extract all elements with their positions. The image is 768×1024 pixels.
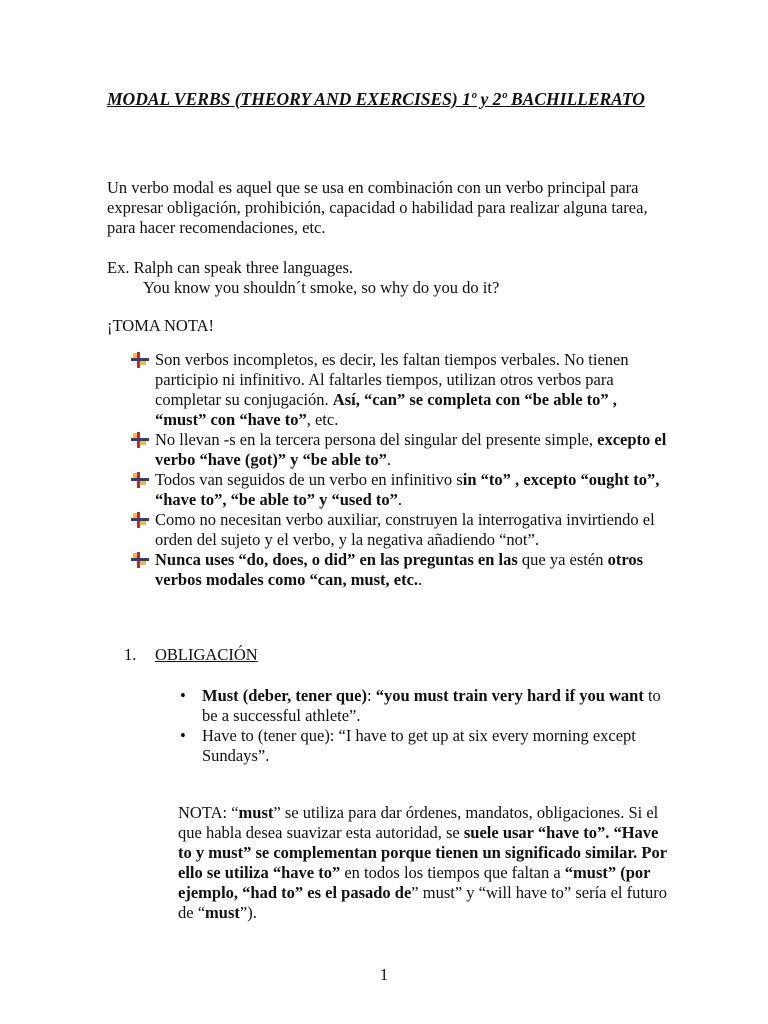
note-2-bold: excepto el verbo “have (got)” y “be able to”: [155, 430, 667, 469]
bullet-dot-icon: •: [180, 686, 186, 705]
list-item: [131, 430, 671, 470]
note-2-text: No llevan -s en la tercera persona del singular del presente simple,: [155, 430, 598, 449]
nota-text-2: ” se utiliza para dar órdenes, mandatos, obligaciones. Si el que habla desea suavizar esta autoridad, se: [178, 803, 659, 842]
nota-text-1: NOTA: “: [178, 803, 239, 822]
flag-bullet-icon: [131, 432, 149, 448]
note-4-text: Como no necesitan verbo auxiliar, construyen la interrogativa invirtiendo el orden del sujeto y el verbo, y la negativa añadiendo “not”: [155, 510, 655, 549]
page-title: MODAL VERBS (THEORY AND EXERCISES) 1º y 2º BACHILLERATO: [107, 89, 645, 109]
list-item: [131, 350, 671, 430]
intro-paragraph: Un verbo modal es aquel que se usa en combinación con un verbo principal para expresar obligación, prohibición, capacidad o habilidad para realizar alguna tarea, para hacer recomendaciones, etc.: [107, 178, 648, 237]
note-5-bold: Nunca uses “do, does, o did” en las preguntas en las: [155, 550, 518, 569]
examples-block: [107, 258, 667, 298]
bullet-1-text: :: [366, 686, 376, 705]
note-5-text: que ya estén: [517, 550, 608, 569]
toma-nota-heading: ¡TOMA NOTA!: [107, 316, 214, 335]
section-number: 1.: [124, 645, 137, 664]
note-3-end: .: [397, 490, 403, 509]
list-item: [178, 686, 668, 726]
note-4-end: .: [534, 530, 539, 549]
note-1-text: Son verbos incompletos, es decir, les faltan tiempos verbales. No tienen participio ni infinitivo. Al faltarles tiempos, utilizan otros verbos para completar su conjugación.: [155, 350, 629, 409]
note-3-text: Todos van seguidos de un verbo en infinitivo s: [155, 470, 463, 489]
note-5-end: .: [418, 570, 423, 589]
flag-bullet-icon: [131, 552, 149, 568]
note-1-end: , etc.: [306, 410, 339, 429]
flag-bullet-icon: [131, 352, 149, 368]
nota-text-4: ” must” y “will have to” sería el futuro de “: [178, 883, 667, 922]
nota-bold-1: must: [238, 803, 274, 822]
bullet-1-end: to be a successful athlete”.: [202, 686, 661, 725]
bullet-2-text: Have to (tener que): “I have to get up at six every morning except Sundays”.: [202, 726, 636, 765]
flag-bullet-icon: [131, 512, 149, 528]
nota-text-5: ”).: [239, 903, 257, 922]
bullet-1-bold: Must (deber, tener que): [202, 686, 367, 705]
nota-paragraph: [178, 803, 668, 923]
nota-bold-4: must: [205, 903, 240, 922]
nota-bold-3: “must” (por ejemplo, “had to” es el pasado de: [178, 863, 651, 902]
note-5-bold-2: otros verbos modales como “can, must, etc.: [155, 550, 644, 589]
note-1-bold: Así, “can” se completa con “be able to” , “must” con “have to”: [155, 390, 617, 429]
list-item: [131, 550, 671, 590]
modal-bullets-list: [178, 686, 668, 766]
bullet-dot-icon: •: [180, 726, 186, 745]
nota-bold-2: suele usar “have to”. “Have to y must” se complementan porque tienen un significado similar. Por ello se utiliza “have to”: [178, 823, 667, 882]
list-item: [131, 470, 671, 510]
nota-text-3: en todos los tiempos que faltan a: [340, 863, 565, 882]
bullet-1-bold-2: “you must train very hard if you want: [375, 686, 644, 705]
example-line-2: You know you shouldn´t smoke, so why do you do it?: [143, 278, 500, 297]
example-line-1: Ex. Ralph can speak three languages.: [107, 258, 354, 277]
notes-list: [131, 350, 671, 590]
note-3-bold: in “to” , excepto “ought to”, “have to”, “be able to” y “used to”: [155, 470, 660, 509]
section-heading-obligacion: [124, 645, 544, 665]
note-2-end: .: [386, 450, 392, 469]
list-item: [178, 726, 668, 766]
list-item: [131, 510, 671, 550]
page-number: 1: [379, 965, 389, 984]
section-label: OBLIGACIÓN: [155, 645, 258, 664]
flag-bullet-icon: [131, 472, 149, 488]
